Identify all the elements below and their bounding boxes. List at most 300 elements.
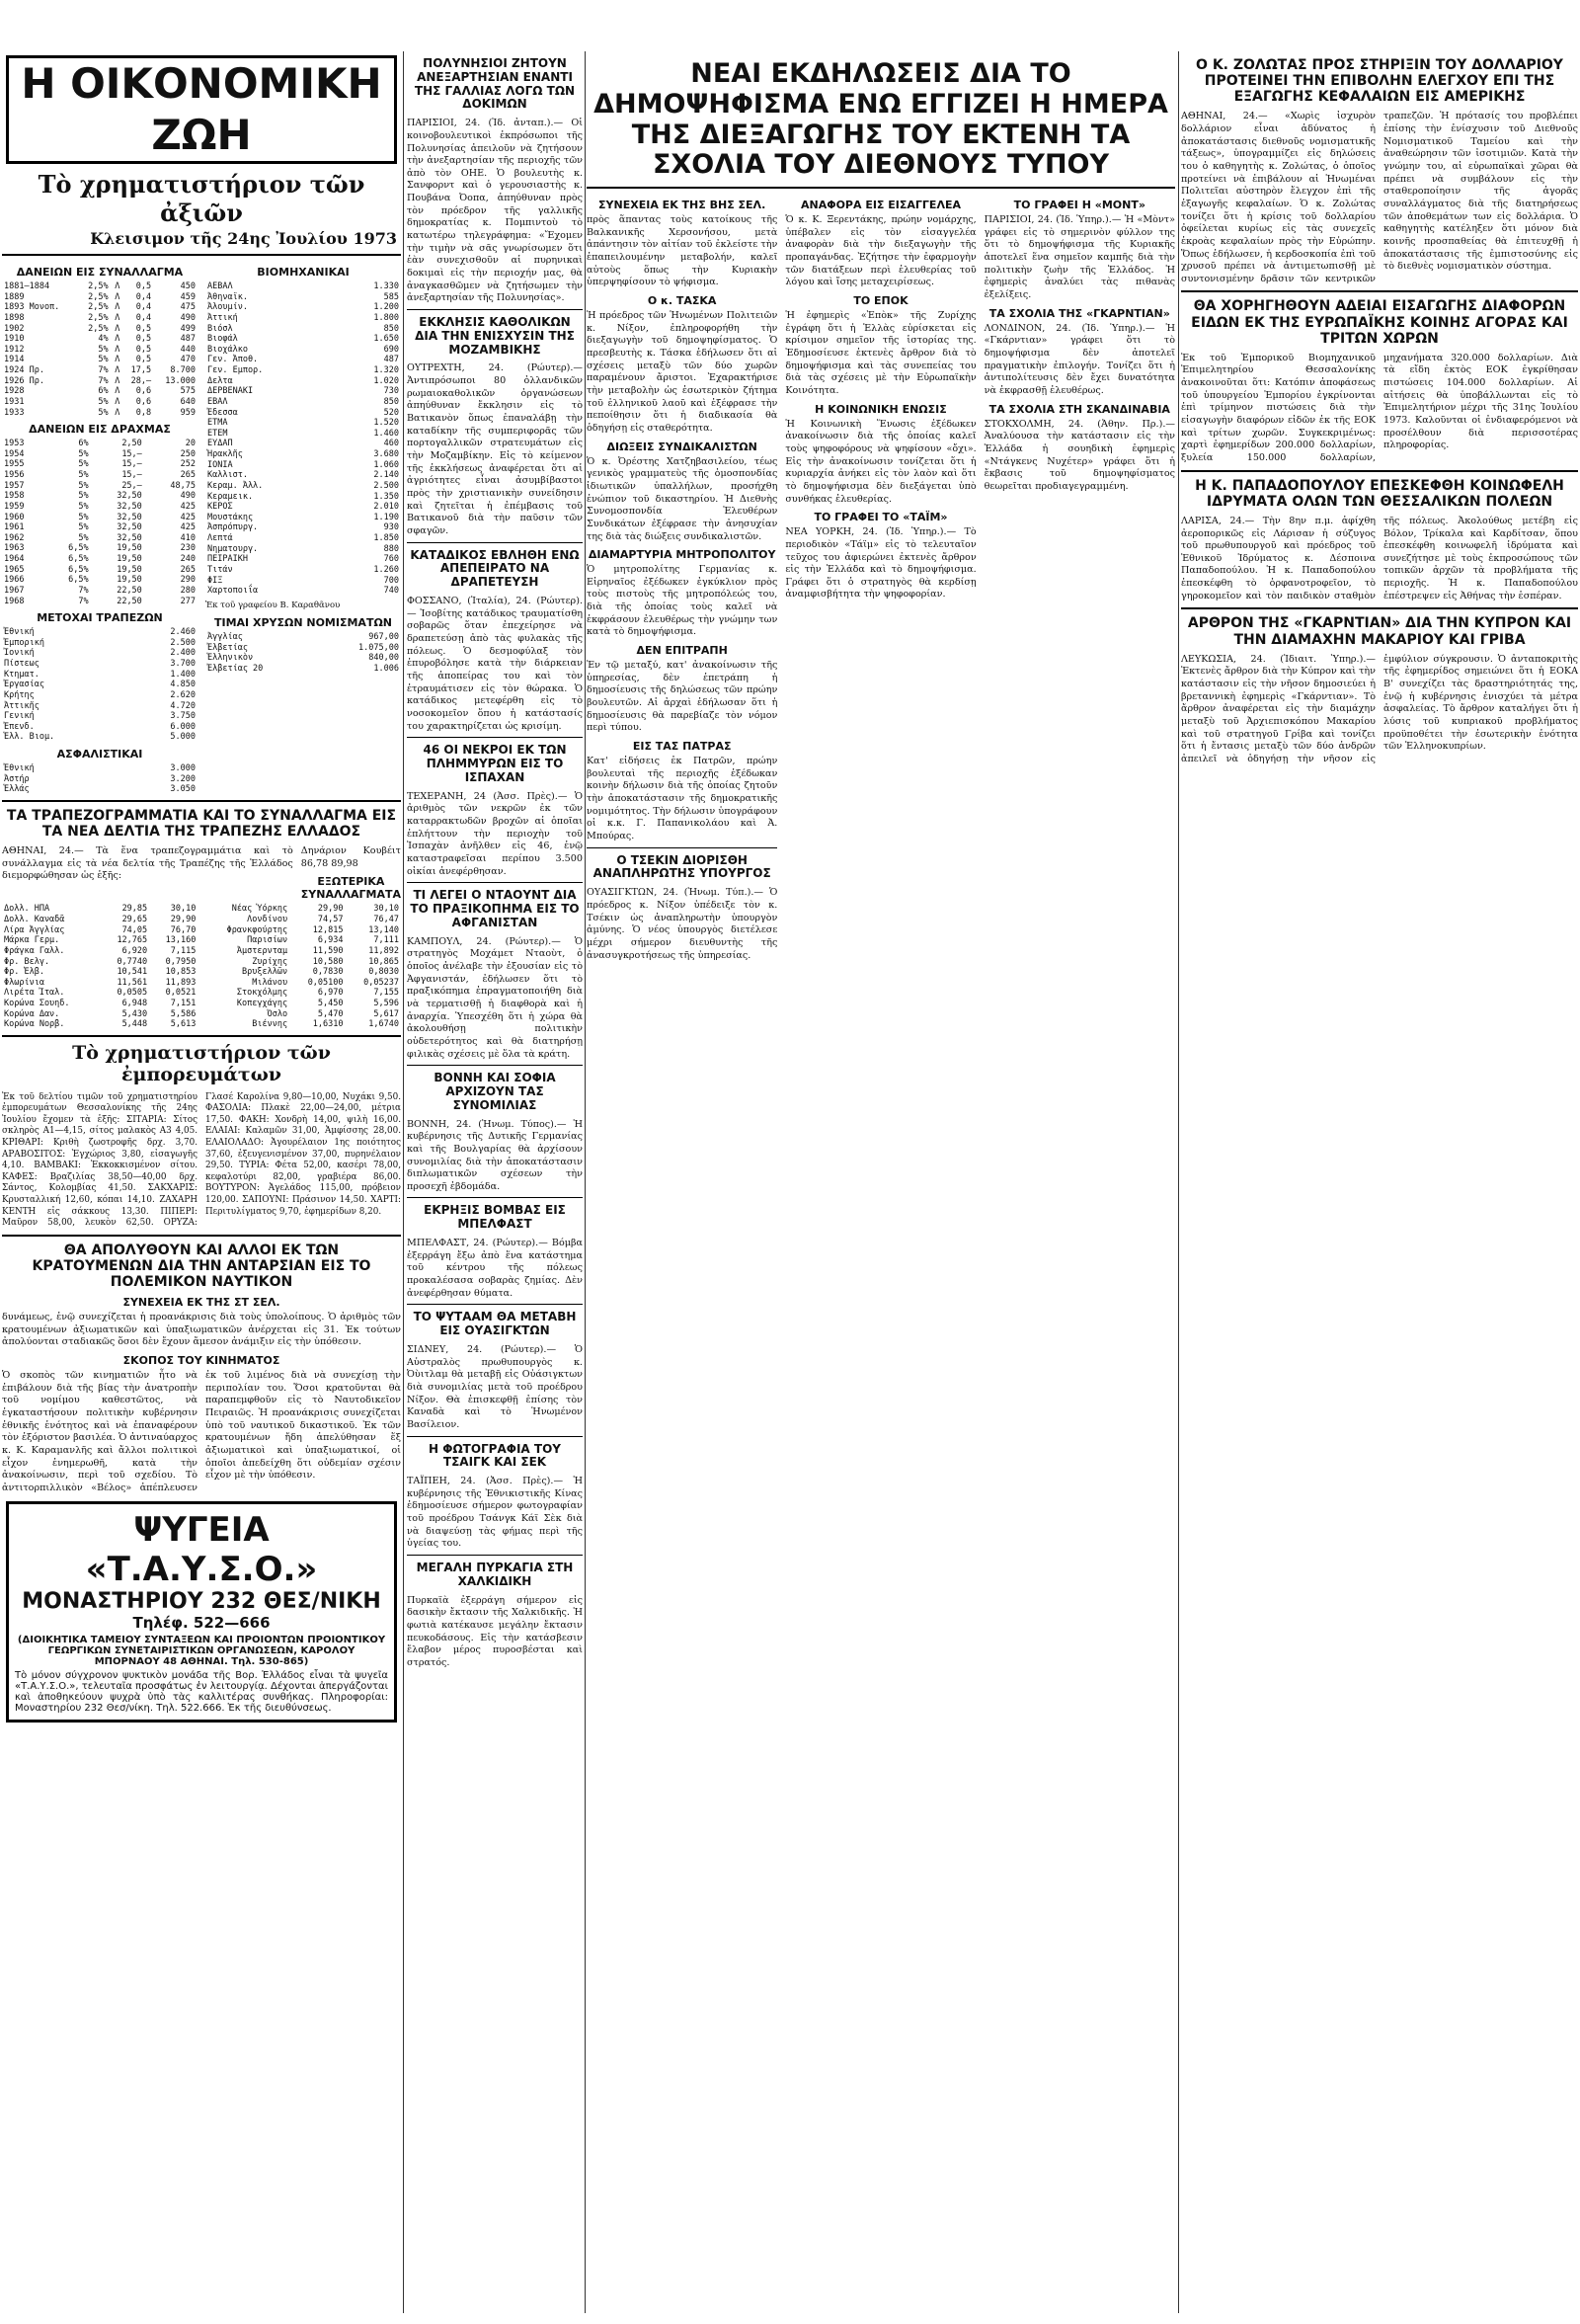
merch-headline: Τὸ χρηματιστήριον τῶν ἐμπορευμάτων [72,1041,331,1085]
table-cell: Ἑλλ. Βιομ. [4,732,55,743]
table-cell: 967,00 [368,631,399,642]
table-cell: 1966 [4,575,25,586]
column-rule [585,51,586,2313]
table-cell: 700 [383,575,399,586]
table-cell: 30,10 [170,904,197,915]
drachma-row [2,439,198,449]
table-cell: 2.140 [373,470,399,481]
fx-row [2,915,401,925]
table-cell: 13,160 [165,935,197,946]
table-cell: ΕΒΑΛ [207,396,228,407]
insurance-row [2,763,198,774]
table-cell: 22,50 [117,596,142,606]
table-cell: Λεπτά [207,533,233,543]
table-cell: ΚΕΡΟΣ [207,502,233,513]
article-text: ΝΕΑ ΥΟΡΚΗ, 24. (Ἰδ. Ὑπηρ.).— Τὸ περιοδικὸν «Τάϊμ» εἰς τὸ τελευταῖον τεῦχος του ἀφιερώνει ἐκτενὲς ἄρθρον εἰς τὴν Ἑλλάδα καὶ τὸ δημοψήφισμα. Γράφει ὅτι ὁ στρατηγὸς θὰ κερδίσῃ ἀναμφισβήτητα τὴν ψηφοφορίαν. [785,526,977,601]
table-cell: 1,6740 [368,1019,399,1030]
drachma-row [2,543,198,554]
table-cell: 19,50 [117,543,142,554]
table-cell: 5,613 [170,1019,197,1030]
table-cell: 2.500 [373,480,399,491]
table-cell: Ἀσπρόπυργ. [207,522,259,533]
table-cell: Γεν. Εμπορ. [207,365,264,375]
table-cell: 3.700 [170,659,196,669]
loan-row [2,355,198,365]
table-cell: 230 [180,543,196,554]
table-cell: Ἀμστερνταμ [236,945,288,956]
stock-tables [2,261,401,795]
table-cell: 840,00 [368,653,399,664]
column-financial [2,51,401,1728]
table-cell: 460 [383,439,399,449]
table-cell: 7,115 [170,945,197,956]
table-cell: 29,85 [121,904,148,915]
table-cell: Βρυξελλῶν [242,967,288,978]
subheading: Η ΚΟΙΝΩΝΙΚΗ ΕΝΩΣΙΣ [815,402,947,416]
table-cell: 1955 [4,459,25,470]
divider [407,542,583,543]
drachma-row [2,481,198,492]
table-cell: 1924 Πρ. [4,365,44,375]
table-cell: 277 [180,596,196,606]
table-cell: 5% [78,501,89,512]
table-cell: 2,5% [88,312,109,323]
table-cell: 1968 [4,596,25,606]
table-cell: 15,— [121,459,142,470]
industrial-row [205,449,401,460]
navy-headline: ΘΑ ΑΠΟΛΥΘΟΥΝ ΚΑΙ ΑΛΛΟΙ ΕΚ ΤΩΝ ΚΡΑΤΟΥΜΕΝΩΝ ΔΙΑ ΤΗΝ ΑΝΤΑΡΣΙΑΝ ΕΙΣ ΤΟ ΠΟΛΕΜΙΚΟΝ ΝΑΥΤΙΚΟΝ [32,1242,371,1291]
divider [2,254,401,256]
bank-row [2,722,198,733]
industrial-row [205,334,401,345]
table-cell: Ἀλουμίν. [207,302,248,313]
article-text: ΚΑΜΠΟΥΛ, 24. (Ρώυτερ).— Ὁ στρατηγὸς Μοχάμετ Νταοὺτ, ὁ ὁποῖος ἀνέλαβε τὴν ἐξουσίαν εἰς τὸ Ἀφγανιστάν, ἐδήλωσεν ὅτι τὸ πραξικόπημα ἐπραγματοποιήθη διὰ νὰ τερματισθῇ ἡ διαφθορὰ καὶ ἡ ἀναρχία. Ὑπεσχέθη ὅτι ἡ χώρα θὰ ἀκολουθήσῃ πολιτικὴν οὐδετερότητος καὶ θὰ διατηρήσῃ φιλικὰς σχέσεις μὲ ὅλα τὰ κράτη. [407,935,583,1060]
table-cell: Πίστεως [4,659,40,669]
table-cell: 6,5% [68,564,89,575]
table-cell: 25,— [121,480,142,491]
gold-note: Ἐκ τοῦ γραφείου Β. Καραθᾶνου [205,600,341,610]
drachma-row [2,470,198,481]
table-cell: Λ [115,365,120,375]
table-cell: 1959 [4,501,25,512]
article-headline: ΤΟ ΨΥΤΑΑΜ ΘΑ ΜΕΤΑΒΗ ΕΙΣ ΟΥΑΣΙΓΚΤΩΝ [413,1310,577,1338]
table-cell: 32,50 [117,532,142,543]
table-cell: 1933 [4,407,25,418]
table-cell: Λ [115,386,120,397]
loan-row [2,302,198,313]
divider [407,1436,583,1437]
table-cell: 5% [98,355,109,365]
table-cell: Ὀσλο [267,1008,288,1019]
table-cell: Ἀστήρ [4,773,30,784]
table-cell: Κοπεγχάγης [236,999,288,1008]
article-headline: ΘΑ ΧΟΡΗΓΗΘΟΥΝ ΑΔΕΙΑΙ ΕΙΣΑΓΩΓΗΣ ΔΙΑΦΟΡΩΝ ΕΙΔΩΝ ΕΚ ΤΗΣ ΕΥΡΩΠΑΪΚΗΣ ΚΟΙΝΗΣ ΑΓΟΡΑΣ ΚΑΙ ΤΡΙΤΩΝ ΧΩΡΩΝ [1191,298,1568,347]
table-cell: 0,8 [135,407,152,418]
table-cell: 3.750 [170,711,196,722]
table-cell: 7% [78,596,89,606]
table-cell: Βιοχάλκο [207,344,248,355]
table-cell: 1926 Πρ. [4,375,44,386]
article-text: Ἐν τῷ μεταξύ, κατ' ἀνακοίνωσιν τῆς ὑπηρεσίας, δὲν ἐπετράπη ἡ δημοσίευσις τῆς δηλώσεως τῶν πρώην βουλευτῶν. Αἱ ἀρχαὶ ἐδήλωσαν ὅτι ἡ δημοσίευσις θὰ παρεβίαζε τὸν νόμον περὶ τύπου. [587,660,778,734]
table-cell: 0,4 [135,302,152,313]
table-cell: Κτηματ. [4,669,40,680]
ad-address: ΜΟΝΑΣΤΗΡΙΟΥ 232 ΘΕΣ/ΝΙΚΗ [22,1588,381,1614]
table-cell: 5% [78,532,89,543]
industrial-row [205,345,401,356]
table-cell: 1.350 [373,491,399,502]
article-text: Ὁ κ. Κ. Ξερεντάκης, πρώην νομάρχης, ὑπέβαλεν εἰς τὸν εἰσαγγελέα ἀναφορὰν διὰ τὴν διεξαγωγὴν τῆς προπαγάνδας. Ἐζήτησε τὴν ἐφαρμογὴν τῶν διατάξεων περὶ ἐλευθερίας τοῦ λόγου καὶ ἴσης μεταχειρίσεως. [785,214,977,288]
table-cell: 450 [180,281,196,291]
table-cell: Στοκχόλμης [236,988,288,999]
table-cell: 1914 [4,355,25,365]
table-cell: Ἰονική [4,648,35,659]
drachma-row [2,554,198,565]
industrial-row [205,292,401,303]
column-economy [1181,51,1578,770]
industrial-row [205,324,401,335]
table-cell: Δελτα [207,375,233,386]
table-cell: 10,865 [368,956,399,967]
table-cell: Λ [115,291,120,302]
article-text: ΒΟΝΝΗ, 24. (Ἠνωμ. Τύπος).— Ἡ κυβέρνησις τῆς Δυτικῆς Γερμανίας καὶ τῆς Βουλγαρίας θὰ ἀρχίσουν συνομιλίας διὰ τὴν ἀποκατάστασιν διπλωματικῶν σχέσεων τὴν προσεχῆ ἑβδομάδα. [407,1118,583,1192]
table-cell: Βιοφάλ [207,334,238,345]
table-cell: Μάρκα Γερμ. [4,935,60,946]
article-text: ΛΑΡΙΣΑ, 24.— Τὴν 8ην π.μ. ἀφίχθη ἀεροπορικῶς εἰς Λάρισαν ἡ σύζυγος τοῦ πρωθυπουργοῦ καὶ πρόεδρος τοῦ Ἐθνικοῦ Ἱδρύματος κ. Δέσποινα Παπαδοπούλου. Ἡ κ. Παπαδοπούλου ἐπεσκέφθη τὸ ὀρφανοτροφεῖον, τὸ γηροκομεῖον καὶ τὸν παιδικὸν σταθμὸν τῆς πόλεως. Ἀκολούθως μετέβη εἰς Βόλον, Τρίκαλα καὶ Καρδίτσαν, ὅπου ἐπεσκέφθη κοινωφελῆ ἱδρύματα καὶ συνεζήτησε μὲ τοὺς ἐκπροσώπους τῶν τοπικῶν ἀρχῶν τὰ προβλήματα τῆς περιοχῆς. Ἡ κ. Παπαδοπούλου ἐπέστρεψεν εἰς Ἀθήνας τὴν ἑσπέραν. [1181,515,1578,601]
table-cell: 0,7740 [117,956,148,967]
table-cell: Ἑλλάς [4,784,30,795]
table-cell: 2.500 [170,637,196,648]
table-cell: 76,47 [373,915,399,924]
bank-row [2,627,198,638]
industrial-row [205,533,401,544]
table-cell: 2.620 [170,689,196,700]
industrial-row [205,281,401,292]
table-cell: 1956 [4,470,25,480]
table-cell: 2.460 [170,627,196,638]
table-cell: 29,90 [317,904,344,915]
table-cell: 1960 [4,512,25,522]
industrial-row [205,470,401,481]
table-cell: 575 [180,386,196,397]
table-cell: Φλωρίνια [4,977,44,988]
table-cell: 1963 [4,543,25,554]
article-text: πρὸς ἅπαντας τοὺς κατοίκους τῆς Βαλκανικῆς Χερσονήσου, μετὰ ἀπάντησιν τὸν αἰτίαν τοῦ ἐκλείστε τὴν ἐπαπειλουμένην μεταβολήν, καλεῖ αὐτοὺς ὅπως τὴν Κυριακὴν ὑπερψηφίσουν τὸ ψήφισμα. [587,214,778,288]
table-cell: 5% [78,448,89,459]
table-cell: 0,5 [135,344,152,355]
divider [1181,290,1578,292]
divider [1181,607,1578,609]
table-cell: 490 [180,312,196,323]
table-cell: 1.400 [170,669,196,680]
section-title: ΔΑΝΕΙΩΝ ΕΙΣ ΣΥΝΑΛΛΑΓΜΑ [16,266,184,279]
table-cell: 0,05237 [363,977,399,988]
table-cell: 1965 [4,564,25,575]
masthead-title: Η ΟΙΚΟΝΟΜΙΚΗ ΖΩΗ [6,55,397,164]
article-text: ΜΠΕΛΦΑΣΤ, 24. (Ρώυτερ).— Βόμβα ἐξερράγη ἔξω ἀπὸ ἕνα κατάστημα τοῦ κέντρου τῆς πόλεως προκαλέσασα σοβαρὰς ζημίας. Δὲν ἀνεφέρθησαν θύματα. [407,1238,583,1299]
article-text: ΤΕΧΕΡΑΝΗ, 24 (Ἀσσ. Πρὲς).— Ὁ ἀριθμὸς τῶν νεκρῶν ἐκ τῶν καταρρακτωδῶν βροχῶν αἱ ὁποῖαι ἐπλήττουν τὴν περιοχὴν τοῦ Ἰσπαχὰν ἀνῆλθεν εἰς 46, ἐνῷ καταστραφεῖσαι περίπου 3.500 οἰκίαι ἀνεφέρθησαν. [407,790,583,877]
table-cell: Κεραμεικ. [207,491,254,502]
table-cell: 0,4 [135,291,152,302]
loan-row [2,324,198,335]
divider [2,1235,401,1237]
table-cell: 0,5 [135,355,152,365]
table-cell: 6,948 [121,999,148,1008]
section-title: ΒΙΟΜΗΧΑΝΙΚΑΙ [257,266,350,279]
table-cell: 6,5% [68,543,89,554]
table-cell: Λ [115,281,120,291]
drachma-row [2,533,198,544]
loan-row [2,376,198,387]
article-text: ΠΑΡΙΣΙΟΙ, 24. (Ἰδ. ἀνταπ.).— Οἱ κοινοβουλευτικοὶ ἐκπρόσωποι τῆς Πολυνησίας ἀπειλοῦν νὰ ζητήσουν τὴν ἀνεξαρτησίαν τῆς περιοχῆς τῶν ἀπὸ τὸν ΟΗΕ. Ὁ βουλευτὴς κ. Σανφορντ καὶ ὁ γερουσιαστὴς κ. Πουβάνα Ὀοπα, ἀπηύθυναν πρὸς τὸν πρόεδρον τῆς γαλλικῆς δημοκρατίας κ. Πομπιντοὺ τὸ κατωτέρω τηλεγράφημα: «Ἔχομεν τὴν τιμὴν νὰ σᾶς γνωρίσωμεν ὅτι ἐὰν συνεχισθοῦν αἱ πυρηνικαὶ δοκιμαὶ εἰς τὴν περιοχήν μας, θὰ ἀναγκασθῶμεν νὰ ζητήσωμεν τὴν ἀνεξαρτησίαν τῆς Πολυνησίας». [407,118,583,304]
table-cell: 1.060 [373,459,399,470]
table-cell: 29,65 [121,915,148,924]
drachma-row [2,522,198,533]
table-cell: Δολλ. Καναδᾶ [4,915,65,924]
table-cell: 880 [383,543,399,554]
article-text: Ἡ ἐφημερὶς «Ἐπὸκ» τῆς Ζυρίχης ἐγράφη ὅτι ἡ Ἑλλὰς εὑρίσκεται εἰς κρίσιμον σημεῖον τῆς ἱστορίας της. Ἐδημοσίευσε ἐκτενὲς ἄρθρον διὰ τὸ δημοψήφισμα καὶ τὰς συνεπείας του διὰ τὰς σχέσεις μὲ τὴν Εὐρωπαϊκὴν Κοινότητα. [785,310,977,396]
masthead-subtitle: Τὸ χρηματιστήριον τῶν ἀξιῶν [38,170,365,227]
table-cell: Λονδίνου [247,915,288,924]
table-cell: 0,0505 [117,988,148,999]
table-cell: Φρανκφούρτης [226,924,288,935]
industrial-row [205,302,401,313]
subheading: Ο κ. ΤΑΣΚΑ [647,294,717,307]
table-cell: 0,4 [135,312,152,323]
drachma-row [2,597,198,607]
table-cell: Φράγκα Γαλλ. [4,945,65,956]
article-headline: Η ΦΩΤΟΓΡΑΦΙΑ ΤΟΥ ΤΣΑΙΓΚ ΚΑΙ ΣΕΚ [429,1441,561,1470]
table-cell: 7,155 [373,988,399,999]
fx-row [2,925,401,936]
table-cell: 730 [383,386,399,397]
drachma-row [2,586,198,597]
table-cell: 1.075,00 [358,642,399,653]
table-cell: Γενική [4,711,35,722]
table-cell: 32,50 [117,512,142,522]
table-cell: 19,50 [117,564,142,575]
table-cell: Κορώνα Δαν. [4,1008,60,1019]
table-cell: 19,50 [117,575,142,586]
table-cell: 13.000 [165,375,196,386]
table-cell: 425 [180,501,196,512]
table-cell: 4.850 [170,680,196,690]
table-cell: 1958 [4,491,25,502]
article-text: ΣΤΟΚΧΟΛΜΗ, 24. (Ἀθην. Πρ.).— Ἀναλύουσα τὴν κατάστασιν εἰς τὴν Ἑλλάδα ἡ σουηδικὴ ἐφημερὶς «Ντάγκενς Νυχέτερ» γράφει ὅτι ἡ ἔκβασις τοῦ δημοψηφίσματος θεωρεῖται προδιαγεγραμμένη. [984,418,1175,492]
industrial-row [205,397,401,408]
table-cell: 12,815 [312,924,344,935]
table-cell: 32,50 [117,522,142,533]
table-cell: 487 [383,355,399,365]
drachma-row [2,575,198,586]
table-cell: ΕΥΔΑΠ [207,439,233,449]
table-cell: 17,5 [130,365,152,375]
divider [407,737,583,738]
table-cell: ΕΤΕΜ [207,428,228,439]
column-rule [403,51,404,2313]
industrial-row [205,586,401,597]
table-cell: 250 [180,448,196,459]
fx-headline: ΤΑ ΤΡΑΠΕΖΟΓΡΑΜΜΑΤΙΑ ΚΑΙ ΤΟ ΣΥΝΑΛΛΑΓΜΑ ΕΙΣ ΤΑ ΝΕΑ ΔΕΛΤΙΑ ΤΗΣ ΤΡΑΠΕΖΗΣ ΕΛΛΑΔΟΣ [6,807,397,840]
fx-row [2,957,401,968]
table-cell: Κεραμ. Ἀλλ. [207,480,264,491]
table-cell: Ἐθνική [4,627,35,638]
loan-row [2,292,198,303]
table-cell: 1961 [4,522,25,533]
article-text: Ὁ μητροπολίτης Γερμανίας κ. Εἰρηναῖος ἐξέδωκεν ἐγκύκλιον πρὸς τοὺς πιστοὺς τῆς μητροπόλεώς του, διὰ τῆς ὁποίας τοὺς καλεῖ νὰ ἐκφράσουν ἐλευθέρως τὴν γνώμην των κατὰ τὸ δημοψήφισμα. [587,564,778,638]
table-cell: Ἐλβετίας [207,642,248,653]
section-title: ΑΣΦΑΛΙΣΤΙΚΑΙ [56,748,143,761]
drachma-row [2,449,198,460]
table-cell: 5% [78,491,89,502]
bank-row [2,701,198,712]
table-cell: 32,50 [117,491,142,502]
table-cell: 7% [78,585,89,596]
column-rule [1178,51,1179,2313]
industrial-row [205,313,401,324]
merch-text: Ἐκ τοῦ δελτίου τιμῶν τοῦ χρηματιστηρίου ἐμπορευμάτων Θεσσαλονίκης τῆς 24ης Ἰουλίου ἔχομεν τὰ ἑξῆς: ΣΙΤΑΡΙΑ: Σίτος σκληρὸς Α1—4,15, σίτος μαλακὸς Α3 4,05. ΚΡΙΘΑΡΙ: Κριθὴ ζωοτροφῆς δρχ. 3,70. ΑΡΑΒΟΣΙΤΟΣ: Ἐγχώριος 3,80, εἰσαγωγῆς 4,10. ΒΑΜΒΑΚΙ: Ἐκκοκκισμένον σίτου. ΚΑΦΕΣ: Βραζιλίας 38,50—40,00 δρχ. Σάντος, Κολομβίας 41,50. ΣΑΚΧΑΡΙΣ: Κρυσταλλική 12,60, κόπαι 14,10. ΖΑΧΑΡΗ ΚΕΝΤΗ εἰς σάκκους 13,30. ΠΙΠΕΡΙ: Μαῦρον 58,00, λευκὸν 62,50. ΟΡΥΖΑ: Γλασέ Καρολίνα 9,80—10,00, Νυχάκι 9,50. ΦΑΣΟΛΙΑ: Πλακὲ 22,00—24,00, μέτρια 17,50. ΦΑΚΗ: Χονδρὴ 14,00, ψιλὴ 16,00. ΕΛΑΙΑΙ: Καλαμῶν 31,00, Ἀμφίσσης 28,00. ΕΛΑΙΟΛΑΔΟ: Ἀγουρέλαιον 1ης ποιότητος 37,60, ἐξευγενισμένον 37,00, πυρηνέλαιον 29,50. ΤΥΡΙΑ: Φέτα 52,00, κασέρι 78,00, κεφαλοτύρι 82,00, γραβιέρα 86,00. ΒΟΥΤΥΡΟΝ: Ἀγελάδος 115,00, πρόβειον 120,00. ΣΑΠΟΥΝΙ: Πράσινον 14,50. ΧΑΡΤΙ: Περιτυλίγματος 9,70, ἐφημερίδων 8,20. [2,1091,401,1229]
continuation-note: ΣΥΝΕΧΕΙΑ ΕΚ ΤΗΣ ΒΗΣ ΣΕΛ. [598,199,766,212]
table-cell: 1.650 [373,334,399,345]
insurance-table [2,763,198,795]
industrial-row [205,376,401,387]
table-cell: 5% [98,407,109,418]
table-cell: 0,7950 [165,956,197,967]
loan-row [2,281,198,292]
industrial-row [205,544,401,555]
table-cell: 850 [383,396,399,407]
table-cell: 3.200 [170,773,196,784]
table-cell: Ἀγγλίας [207,631,243,642]
table-cell: 22,50 [117,585,142,596]
article-text: Ὁ κ. Ὀρέστης Χατζηβασιλείου, τέως γενικὸς γραμματεὺς τῆς ὁμοσπονδίας ἰδιωτικῶν ὑπαλλήλων, προσήχθη ἐνώπιον τοῦ δικαστηρίου. Ἡ Διεθνὴς Συνομοσπονδία Ἐλευθέρων Συνδικάτων ἐξέφρασε τὴν ἀνησυχίαν της διὰ τὰς διώξεις συνδικαλιστῶν. [587,455,778,542]
table-cell: 2,5% [88,302,109,313]
table-cell: 20 [185,439,196,449]
divider [2,800,401,802]
article-text: Πυρκαϊὰ ἐξερράγη σήμερον εἰς δασικὴν ἔκτασιν τῆς Χαλκιδικῆς. Ἡ φωτιὰ κατέκαυσε μεγάλην ἔκτασιν πευκοδάσους. Εἰς τὴν κατάσβεσιν ἔλαβον μέρος πυροσβέσται καὶ στρατός. [407,1594,583,1668]
bank-row [2,648,198,659]
table-cell: 7,111 [373,935,399,946]
gold-row [205,643,401,654]
loan-row [2,313,198,324]
column-world-news [407,51,583,1674]
table-cell: 690 [383,344,399,355]
gold-row [205,653,401,664]
ad-line-2: Τὸ μόνον σύγχρονον ψυκτικὸν μονάδα τῆς Βορ. Ἑλλάδος εἶναι τὰ ψυγεῖα «Τ.Α.Υ.Σ.Ο.», τελευταῖα προσφάτως ἐν λειτουργίᾳ. Δέχονται ἀπεργάζονται καὶ ἀποθηκεύουν ψυχρὰ ὑπὸ τὰς καλλιτέρας συνθήκας. Πληροφορίαι: Μοναστηρίου 232 Θεσ/νίκη. Τηλ. 522.666. Ἐκ τῆς διευθύνσεως. [15,1669,388,1714]
table-cell: 11,590 [312,945,344,956]
table-cell: 490 [180,491,196,502]
table-cell: Λ [115,302,120,313]
table-cell: 0,7830 [312,967,344,978]
table-cell: 499 [180,323,196,334]
table-cell: 5% [98,396,109,407]
bank-row [2,659,198,670]
table-cell: 850 [383,323,399,334]
table-cell: 760 [383,554,399,565]
industrial-row [205,418,401,429]
table-cell: 0,0521 [165,988,197,999]
table-cell: 7% [98,365,109,375]
table-cell: Τιτάν [207,564,233,575]
table-cell: 5% [78,459,89,470]
table-cell: 12,765 [117,935,148,946]
table-cell: 5% [78,470,89,480]
table-cell: 1953 [4,439,25,449]
table-cell: 252 [180,459,196,470]
table-cell: 2,5% [88,323,109,334]
fx-row [2,946,401,957]
article-text: Ἐκ τοῦ Ἐμπορικοῦ Βιομηχανικοῦ Ἐπιμελητηρίου Θεσσαλονίκης ἀνακοινοῦται ὅτι: Κατόπιν ἀποφάσεως τοῦ ὑπουργείου Ἐμπορίου ἐγκρίνονται ἐπὶ τρίμηνον πιστώσεις διὰ τὴν εἰσαγωγὴν διαφόρων εἰδῶν ἐκ τῆς ΕΟΚ καὶ τρίτων χωρῶν. Συγκεκριμένως: χαρτὶ ἐφημερίδων 200.000 δολλαρίων, ξυλεία 150.000 δολλαρίων, μηχανήματα 320.000 δολλαρίων. Διὰ τὰ εἴδη ἐκτὸς ΕΟΚ ἐγκρίθησαν πιστώσεις 104.000 δολλαρίων. Αἱ αἰτήσεις θὰ ὑποβάλλωνται εἰς τὸ Ἐπιμελητήριον μέχρι τῆς 31ης Ἰουλίου 1973. Καλοῦνται οἱ ἐνδιαφερόμενοι νὰ προσέλθουν διὰ περισσοτέρας πληροφορίας. [1181,352,1578,463]
fx-row [2,978,401,989]
table-cell: Κορώνα Σουηδ. [4,999,70,1008]
table-cell: 5% [78,480,89,491]
table-cell: Βιέννης [252,1019,288,1030]
table-cell: 5% [78,512,89,522]
table-cell: 1.020 [373,375,399,386]
table-cell: Καλλιστ. [207,470,248,481]
section-title: ΜΕΤΟΧΑΙ ΤΡΑΠΕΖΩΝ [37,611,163,625]
main-headline: ΝΕΑΙ ΕΚΔΗΛΩΣΕΙΣ ΔΙΑ ΤΟ ΔΗΜΟΨΗΦΙΣΜΑ ΕΝΩ ΕΓΓΙΖΕΙ Η ΗΜΕΡΑ ΤΗΣ ΔΙΕΞΑΓΩΓΗΣ ΤΟΥ ΕΚΤΕΝΗ ΤΑ ΣΧΟΛΙΑ ΤΟΥ ΔΙΕΘΝΟΥΣ ΤΥΠΟΥ [593,58,1168,181]
table-cell: 470 [180,355,196,365]
table-cell: 1,6310 [312,1019,344,1030]
column-referendum [587,51,1175,966]
insurance-row [2,784,198,795]
article-headline: ΕΚΚΛΗΣΙΣ ΚΑΘΟΛΙΚΩΝ ΔΙΑ ΤΗΝ ΕΝΙΣΧΥΣΙΝ ΤΗΣ ΜΟΖΑΜΒΙΚΗΣ [415,315,575,357]
table-cell: 5,448 [121,1019,148,1030]
table-cell: 425 [180,512,196,522]
table-cell: 1910 [4,334,25,345]
subheading: ΑΝΑΦΟΡΑ ΕΙΣ ΕΙΣΑΓΓΕΛΕΑ [800,199,961,212]
table-cell: 76,70 [170,924,197,935]
industrial-table [205,281,401,597]
table-cell: 3.050 [170,784,196,795]
table-cell: 410 [180,532,196,543]
bank-row [2,711,198,722]
table-cell: Νέας Ὑόρκης [231,904,288,915]
table-cell: 32,50 [117,501,142,512]
table-cell: ΠΕΙΡΑΙΚΗ [207,554,248,565]
divider [587,847,777,848]
divider [2,1035,401,1037]
fx-row [2,904,401,915]
table-cell: 2,5% [88,291,109,302]
article-headline: Ο Κ. ΖΟΛΩΤΑΣ ΠΡΟΣ ΣΤΗΡΙΞΙΝ ΤΟΥ ΔΟΛΛΑΡΙΟΥ ΠΡΟΤΕΙΝΕΙ ΤΗΝ ΕΠΙΒΟΛΗΝ ΕΛΕΓΧΟΥ ΕΠΙ ΤΗΣ ΕΞΑΓΩΓΗΣ ΚΕΦΑΛΑΙΩΝ ΕΙΣ ΑΜΕΡΙΚΗΣ [1196,57,1563,106]
table-cell: 930 [383,522,399,533]
table-cell: 1.850 [373,533,399,543]
table-cell: 1.190 [373,512,399,522]
table-cell: 1.320 [373,365,399,375]
table-cell: Χαρτοποιΐα [207,586,259,597]
table-cell: Βιόσλ [207,323,233,334]
table-cell: 11,892 [368,945,399,956]
table-cell: Φρ. Βελγ. [4,956,50,967]
table-cell: Λίρα Ἀγγλίας [4,924,65,935]
table-cell: Γεν. Ἀποθ. [207,355,259,365]
loan-row [2,345,198,356]
table-cell: Λ [115,375,120,386]
table-cell: Λ [115,396,120,407]
loan-row [2,334,198,345]
bank-row [2,638,198,649]
fx-row [2,935,401,946]
table-cell: 640 [180,396,196,407]
table-cell: 5% [98,344,109,355]
table-cell: 29,90 [170,915,197,924]
fx-table [2,904,401,1030]
taysо-advertisement [6,1501,397,1723]
industrial-row [205,365,401,376]
gold-row [205,632,401,643]
subheading: Ο ΤΣΕΚΙΝ ΔΙΟΡΙΣΘΗ ΑΝΑΠΛΗΡΩΤΗΣ ΥΠΟΥΡΓΟΣ [592,852,771,881]
